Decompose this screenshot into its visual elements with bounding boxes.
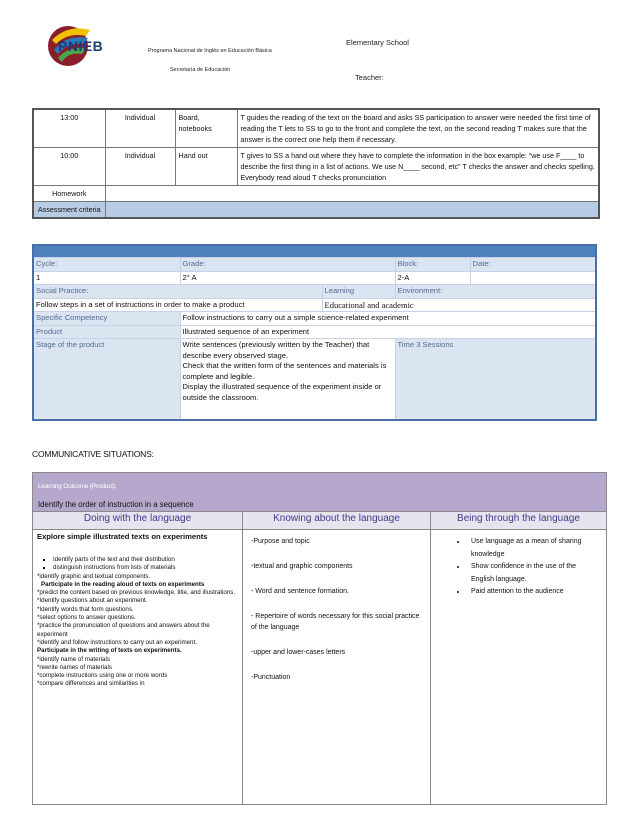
- secretaria-name: Secretaría de Educación: [170, 67, 231, 73]
- teacher-label: Teacher:: [355, 73, 384, 82]
- time-cell: 13:00: [33, 109, 105, 148]
- learning-label: Learning: [322, 285, 395, 299]
- list-item: *predict the content based on previous knowledge, title, and illustrations.: [37, 589, 236, 597]
- competency-label: Specific Competency: [33, 312, 180, 326]
- planning-table: [32, 244, 597, 421]
- block-label: Block:: [395, 258, 470, 272]
- list-item: • Use language as a mean of sharing knowledge: [467, 536, 598, 561]
- stage-label: Stage of the product: [33, 339, 180, 421]
- list-item: • Show confidence in the use of the English language.: [467, 561, 598, 586]
- date-value: [470, 271, 596, 285]
- planning-header-bar: [33, 245, 596, 258]
- doing-title: Explore simple illustrated texts on experiments: [37, 532, 208, 541]
- list-item: *rewrite names of materials: [37, 663, 112, 671]
- list-item: - Repertoire of words necessary for this social practice of the language: [251, 613, 420, 631]
- product-value: Illustrated sequence of an experiment: [180, 325, 596, 339]
- cycle-label: Cycle:: [33, 258, 180, 272]
- assessment-label: Assessment criteria: [33, 202, 105, 219]
- being-bullets: [439, 536, 598, 599]
- learning-outcome-label: Learning Outcome (Product):: [38, 483, 117, 490]
- mode-cell: Individual: [105, 109, 175, 148]
- list-item: *complete instructions using one or more words: [37, 672, 168, 680]
- list-item: *identify graphic and textual components.: [37, 572, 151, 580]
- homework-value: [105, 186, 599, 202]
- stage-line: Display the illustrated sequence of the experiment inside or outside the classroom.: [182, 382, 382, 402]
- list-item: *Identify words that form questions.: [37, 605, 134, 613]
- grade-label: Grade:: [180, 258, 395, 272]
- col-being-header: Being through the language: [431, 512, 607, 530]
- school-name: Elementary School: [346, 38, 409, 47]
- list-item: *select options to answer questions.: [37, 614, 136, 622]
- lesson-table: [32, 108, 600, 219]
- competency-value: Follow instructions to carry out a simple science-related experiment: [180, 312, 596, 326]
- list-item: *practice the pronunciation of questions and answers about the experiment: [37, 622, 210, 638]
- doing-bullets: [43, 556, 238, 573]
- social-practice-label: Social Practice:: [33, 285, 322, 299]
- assessment-row: [33, 202, 599, 219]
- list-item: ▪ Identify parts of the text and their distribution: [53, 556, 238, 564]
- product-label: Product: [33, 325, 180, 339]
- homework-label: Homework: [33, 186, 105, 202]
- stage-value: [180, 339, 395, 421]
- knowing-column: [243, 530, 431, 805]
- list-item: -Punctuation: [251, 674, 291, 681]
- material-cell: Hand out: [175, 148, 237, 186]
- list-item: -upper and lower-cases letters: [251, 649, 346, 656]
- lesson-row: [33, 109, 599, 148]
- grade-value: 2° A: [180, 271, 395, 285]
- stage-line: Write sentences (previously written by the Teacher) that describe every observed stage.: [182, 340, 370, 360]
- block-value: 2-A: [395, 271, 470, 285]
- activity-cell: T guides the reading of the text on the board and asks SS participation to answer were needed the first time of reading the T lets to SS to go to the front and complete the text, on the second reading T makes sure that the answer is the correct one help them if necessary.: [237, 109, 599, 148]
- lesson-row: [33, 148, 599, 186]
- social-practice-value: Follow steps in a set of instructions in order to make a product: [33, 298, 322, 312]
- communicative-situations-title: COMMUNICATIVE SITUATIONS:: [32, 449, 154, 459]
- logo-text: PNIEB: [58, 38, 104, 54]
- cycle-value: 1: [33, 271, 180, 285]
- date-label: Date:: [470, 258, 596, 272]
- stage-line: Check that the written form of the sentences and materials is complete and legible.: [182, 361, 387, 381]
- assessment-value: [105, 202, 599, 219]
- list-item: -textual and graphic components: [251, 563, 353, 570]
- list-item: ▪ distinguish instructions from lists of materials: [53, 564, 238, 572]
- learning-outcome-cell: [33, 473, 607, 512]
- list-item: - Word and sentence formation.: [251, 588, 349, 595]
- being-column: [431, 530, 607, 805]
- list-item: *compare differences and similarities in: [37, 680, 145, 688]
- mode-cell: Individual: [105, 148, 175, 186]
- program-name: Programa Nacional de Inglés en Educación Básica: [148, 48, 272, 54]
- learning-outcome-value: Identify the order of instruction in a sequence: [38, 500, 194, 509]
- environment-value: Educational and academic: [322, 298, 596, 312]
- col-knowing-header: Knowing about the language: [243, 512, 431, 530]
- time-cell: 10:00: [33, 148, 105, 186]
- list-item: -Purpose and topic: [251, 538, 310, 545]
- outcome-table: [32, 472, 607, 805]
- environment-label: Environment:: [395, 285, 596, 299]
- material-cell: Board, notebooks: [175, 109, 237, 148]
- list-item: *identify and follow instructions to carry out an experiment.: [37, 638, 197, 646]
- list-item: *Identify questions about an experiment.: [37, 597, 148, 605]
- activity-cell: T gives to SS a hand out where they have to complete the information in the box example: “we use F____ to describe the first thing in a list of actions. We use N____ second, etc” T checks the answer and checks spelling. Everybody read aloud T checks pronunciation: [237, 148, 599, 186]
- col-doing-header: Doing with the language: [33, 512, 243, 530]
- list-item: • Paid attention to the audience: [467, 586, 598, 599]
- doing-subtitle: Participate in the reading aloud of texts on experiments: [41, 580, 205, 588]
- list-item: *identify name of materials: [37, 655, 110, 663]
- time-sessions: Time 3 Sessions: [395, 339, 596, 421]
- homework-row: [33, 186, 599, 202]
- doing-column: [33, 530, 243, 805]
- doing-subtitle: Participate in the writing of texts on experiments.: [37, 647, 182, 655]
